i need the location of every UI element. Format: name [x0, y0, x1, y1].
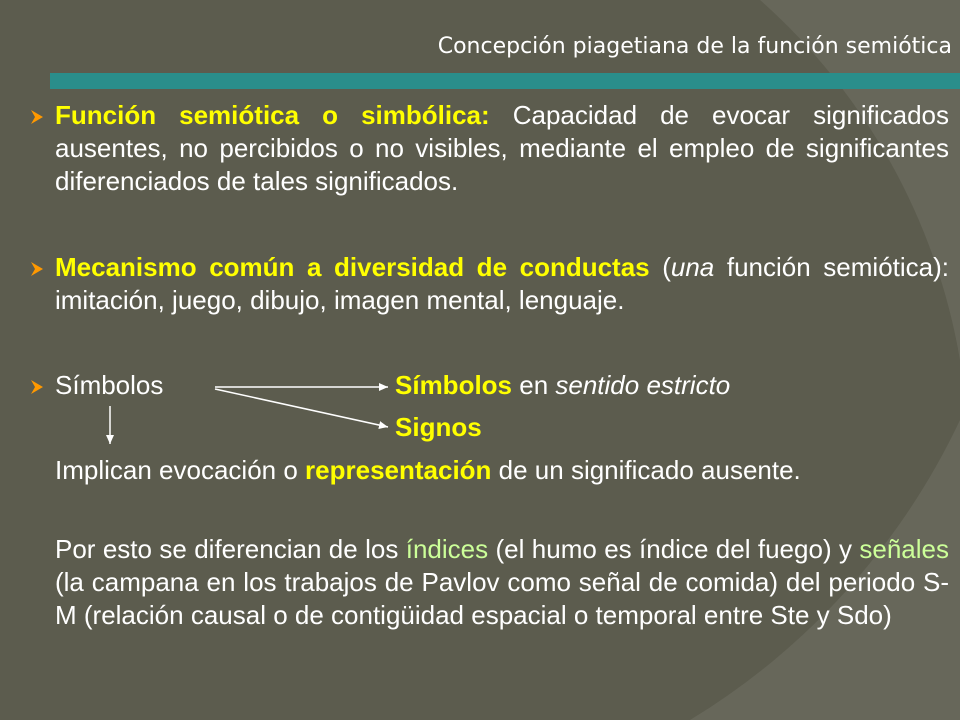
- paragraph-semiotic-function: [55, 99, 949, 198]
- title-accent-bar: [50, 73, 960, 89]
- arrow-bullet-icon: [27, 259, 47, 279]
- mechanism-text: función semiótica): imitación, juego, dibujo, imagen mental, lenguaje.: [55, 252, 949, 315]
- branch-signos: Signos: [395, 412, 482, 442]
- label-simbolos: Símbolos: [55, 370, 164, 400]
- paragraph-common-mechanism: Mecanismo común a diversidad de conductas (una función semiótica): imitación, juego, dibujo, imagen mental, lenguaje.: [55, 252, 949, 315]
- term-indices: índices: [405, 534, 489, 564]
- definition-text: Capacidad de evocar significados ausentes, no percibidos o no visibles, mediante el empleo de significantes diferenciados de tales significados.: [55, 100, 949, 196]
- italic-una: una: [670, 252, 715, 282]
- term-representation: representación: [305, 455, 492, 485]
- paragraph-indices-senales: Por esto se diferencian de los índices (el humo es índice del fuego) y señales (la campana en los trabajos de Pavlov como señal de comida) del periodo S-M (relación causal o de contigüidad espacial o temporal entre Ste y Sdo): [55, 534, 949, 630]
- arrow-bullet-icon: [27, 107, 47, 127]
- term-senales: señales: [859, 534, 949, 564]
- arrow-bullet-icon: [27, 377, 47, 397]
- branch-simbolos-estricto: Símbolos en sentido estricto: [395, 370, 731, 400]
- term-semiotic-function: Función semiótica o simbólica:: [55, 100, 490, 130]
- slide-title: Concepción piagetiana de la función semiótica: [437, 34, 952, 59]
- term-common-mechanism: Mecanismo común a diversidad de conductas: [55, 252, 650, 282]
- paragraph-representation: Implican evocación o representación de un significado ausente.: [55, 455, 801, 485]
